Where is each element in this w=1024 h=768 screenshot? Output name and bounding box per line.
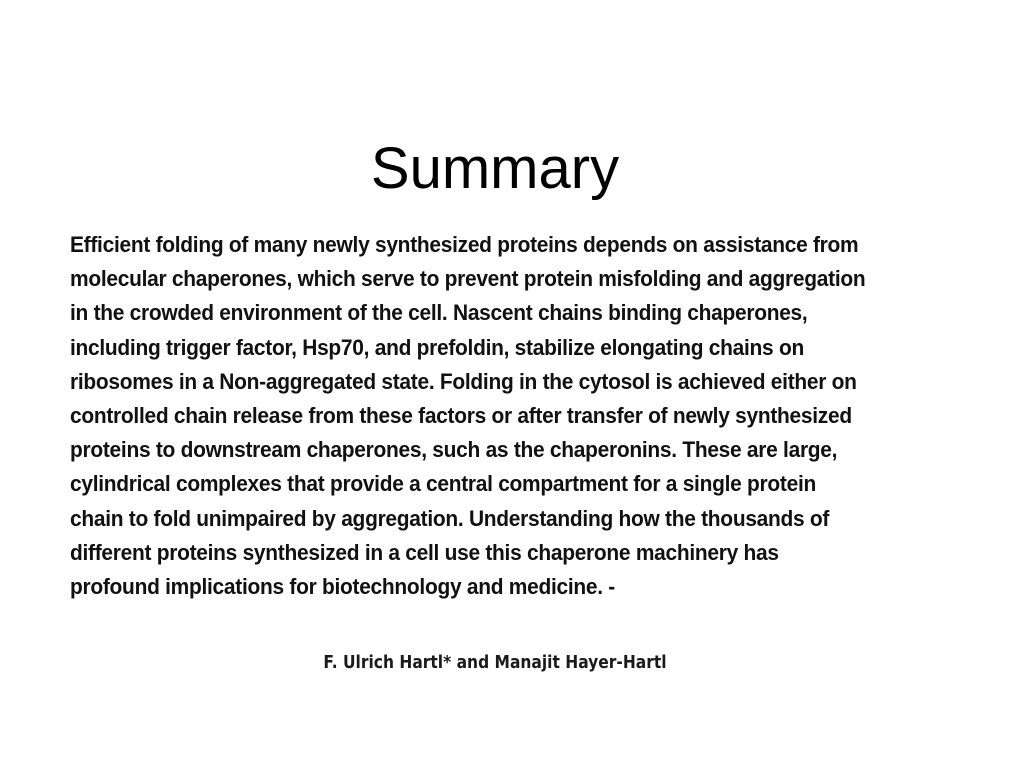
summary-line: different proteins synthesized in a cell use this chaperone machinery has: [70, 539, 779, 565]
summary-line: controlled chain release from these factors or after transfer of newly synthesized: [70, 403, 852, 429]
summary-line: ribosomes in a Non-aggregated state. Folding in the cytosol is achieved either on: [70, 368, 857, 394]
summary-line: molecular chaperones, which serve to prevent protein misfolding and aggregation: [70, 266, 866, 292]
summary-line: cylindrical complexes that provide a central compartment for a single protein: [70, 471, 816, 497]
summary-line: chain to fold unimpaired by aggregation. Understanding how the thousands of: [70, 505, 830, 531]
summary-line: profound implications for biotechnology and medicine. -: [70, 574, 615, 600]
summary-line: including trigger factor, Hsp70, and prefoldin, stabilize elongating chains on: [70, 334, 804, 360]
summary-line: proteins to downstream chaperones, such as the chaperonins. These are large,: [70, 437, 838, 463]
summary-paragraph: [70, 228, 921, 604]
summary-line: Efficient folding of many newly synthesized proteins depends on assistance from: [70, 232, 859, 257]
author-attribution: F. Ulrich Hartl* and Manajit Hayer-Hartl: [323, 652, 667, 673]
summary-line: in the crowded environment of the cell. Nascent chains binding chaperones,: [70, 300, 808, 326]
slide-title: Summary: [370, 136, 620, 201]
